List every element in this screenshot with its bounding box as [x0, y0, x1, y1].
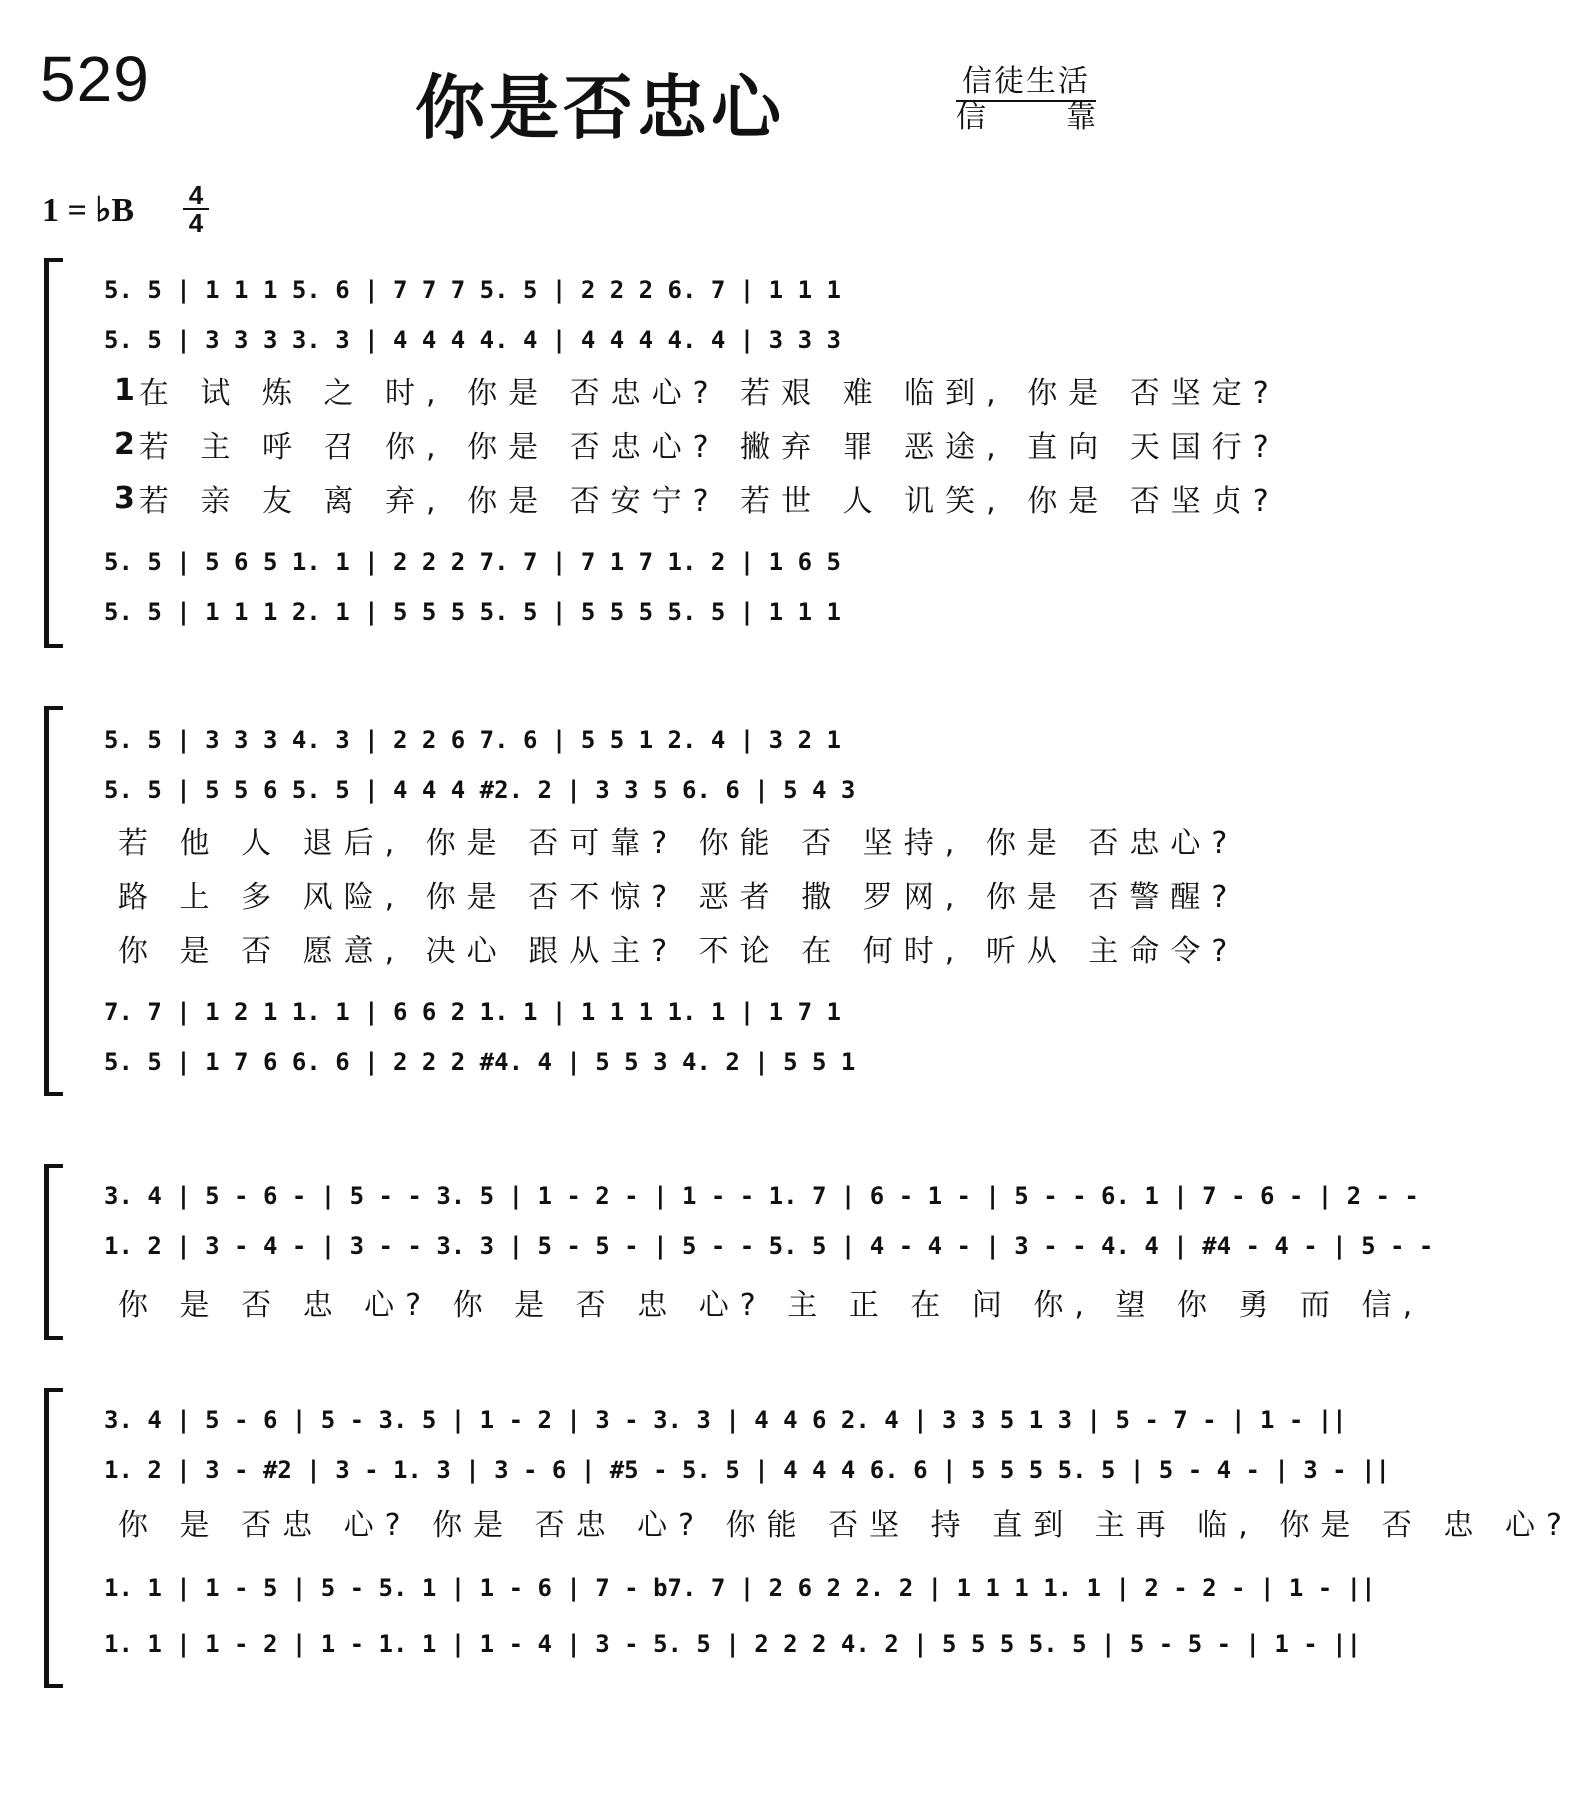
notation-row-bass: 5. 5 | 1 1 1 2. 1 | 5 5 5 5. 5 | 5 5 5 5. 5 | 1 1 1 — [104, 598, 841, 626]
hymn-theme-left: 信 — [956, 100, 986, 135]
hymn-category: 信徒生活 — [956, 56, 1096, 102]
time-signature-top: 4 — [183, 182, 209, 210]
notation-row-bass: 1. 1 | 1 - 2 | 1 - 1. 1 | 1 - 4 | 3 - 5. 5 | 2 2 2 4. 2 | 5 5 5 5. 5 | 5 - 5 - | 1 - || — [104, 1630, 1362, 1658]
notation-row-upper: 3. 4 | 5 - 6 - | 5 - - 3. 5 | 1 - 2 - | 1 - - 1. 7 | 6 - 1 - | 5 - - 6. 1 | 7 - 6 - | 2 - - — [104, 1182, 1419, 1210]
hymn-theme — [956, 92, 1096, 136]
notation-row-soprano: 5. 5 | 3 3 3 4. 3 | 2 2 6 7. 6 | 5 5 1 2. 4 | 3 2 1 — [104, 726, 841, 754]
hymn-title: 你是否忠心 — [415, 66, 785, 149]
hymn-number: 529 — [40, 43, 150, 115]
notation-row-alto: 5. 5 | 5 5 6 5. 5 | 4 4 4 #2. 2 | 3 3 5 6. 6 | 5 4 3 — [104, 776, 856, 804]
lyric-line: 路 上 多 风险, 你是 否不惊? 恶者 撒 罗网, 你是 否警醒? — [118, 880, 1239, 915]
lyric-line: 1 在 试 炼 之 时, 你是 否忠心? 若艰 难 临到, 你是 否坚定? — [114, 372, 1280, 411]
key-signature: 1 = ♭B — [42, 192, 135, 229]
notation-row-bass: 5. 5 | 1 7 6 6. 6 | 2 2 2 #4. 4 | 5 5 3 4. 2 | 5 5 1 — [104, 1048, 856, 1076]
notation-row-tenor: 5. 5 | 5 6 5 1. 1 | 2 2 2 7. 7 | 7 1 7 1. 2 | 1 6 5 — [104, 548, 841, 576]
time-signature-bottom: 4 — [188, 208, 204, 238]
score-system-3 — [44, 1164, 1434, 1340]
lyric-line: 2 若 主 呼 召 你, 你是 否忠心? 撇弃 罪 恶途, 直向 天国行? — [114, 426, 1280, 465]
score-system-1 — [44, 258, 1280, 648]
system-bracket — [44, 258, 63, 648]
notation-row-tenor: 1. 1 | 1 - 5 | 5 - 5. 1 | 1 - 6 | 7 - b7. 7 | 2 6 2 2. 2 | 1 1 1 1. 1 | 2 - 2 - | 1 - || — [104, 1574, 1376, 1602]
lyric-line: 你 是 否 愿意, 决心 跟从主? 不论 在 何时, 听从 主命令? — [118, 934, 1239, 969]
lyric-line: 你 是 否 忠 心? 你 是 否 忠 心? 主 正 在 问 你, 望 你 勇 而 信, — [118, 1288, 1424, 1323]
notation-row-alto: 1. 2 | 3 - #2 | 3 - 1. 3 | 3 - 6 | #5 - 5. 5 | 4 4 4 6. 6 | 5 5 5 5. 5 | 5 - 4 - | 3 - || — [104, 1456, 1390, 1484]
notation-row-alto: 5. 5 | 3 3 3 3. 3 | 4 4 4 4. 4 | 4 4 4 4. 4 | 3 3 3 — [104, 326, 841, 354]
system-bracket — [44, 1388, 63, 1688]
lyric-line: 若 他 人 退后, 你是 否可靠? 你能 否 坚持, 你是 否忠心? — [118, 826, 1239, 861]
notation-row-tenor: 7. 7 | 1 2 1 1. 1 | 6 6 2 1. 1 | 1 1 1 1. 1 | 1 7 1 — [104, 998, 841, 1026]
lyric-line: 3 若 亲 友 离 弃, 你是 否安宁? 若世 人 讥笑, 你是 否坚贞? — [114, 480, 1280, 519]
notation-row-soprano: 5. 5 | 1 1 1 5. 6 | 7 7 7 5. 5 | 2 2 2 6. 7 | 1 1 1 — [104, 276, 841, 304]
system-bracket — [44, 1164, 63, 1340]
lyric-line: 你 是 否忠 心? 你是 否忠 心? 你能 否坚 持 直到 主再 临, 你是 否 忠 心? — [118, 1508, 1573, 1543]
score-system-4 — [44, 1388, 1573, 1688]
system-bracket — [44, 706, 63, 1096]
notation-row-soprano: 3. 4 | 5 - 6 | 5 - 3. 5 | 1 - 2 | 3 - 3. 3 | 4 4 6 2. 4 | 3 3 5 1 3 | 5 - 7 - | 1 - || — [104, 1406, 1347, 1434]
notation-row-lower: 1. 2 | 3 - 4 - | 3 - - 3. 3 | 5 - 5 - | 5 - - 5. 5 | 4 - 4 - | 3 - - 4. 4 | #4 - 4 - | 5 - - — [104, 1232, 1434, 1260]
time-signature — [183, 182, 209, 236]
score-system-2 — [44, 706, 1239, 1096]
hymn-theme-right: 靠 — [1066, 100, 1096, 135]
